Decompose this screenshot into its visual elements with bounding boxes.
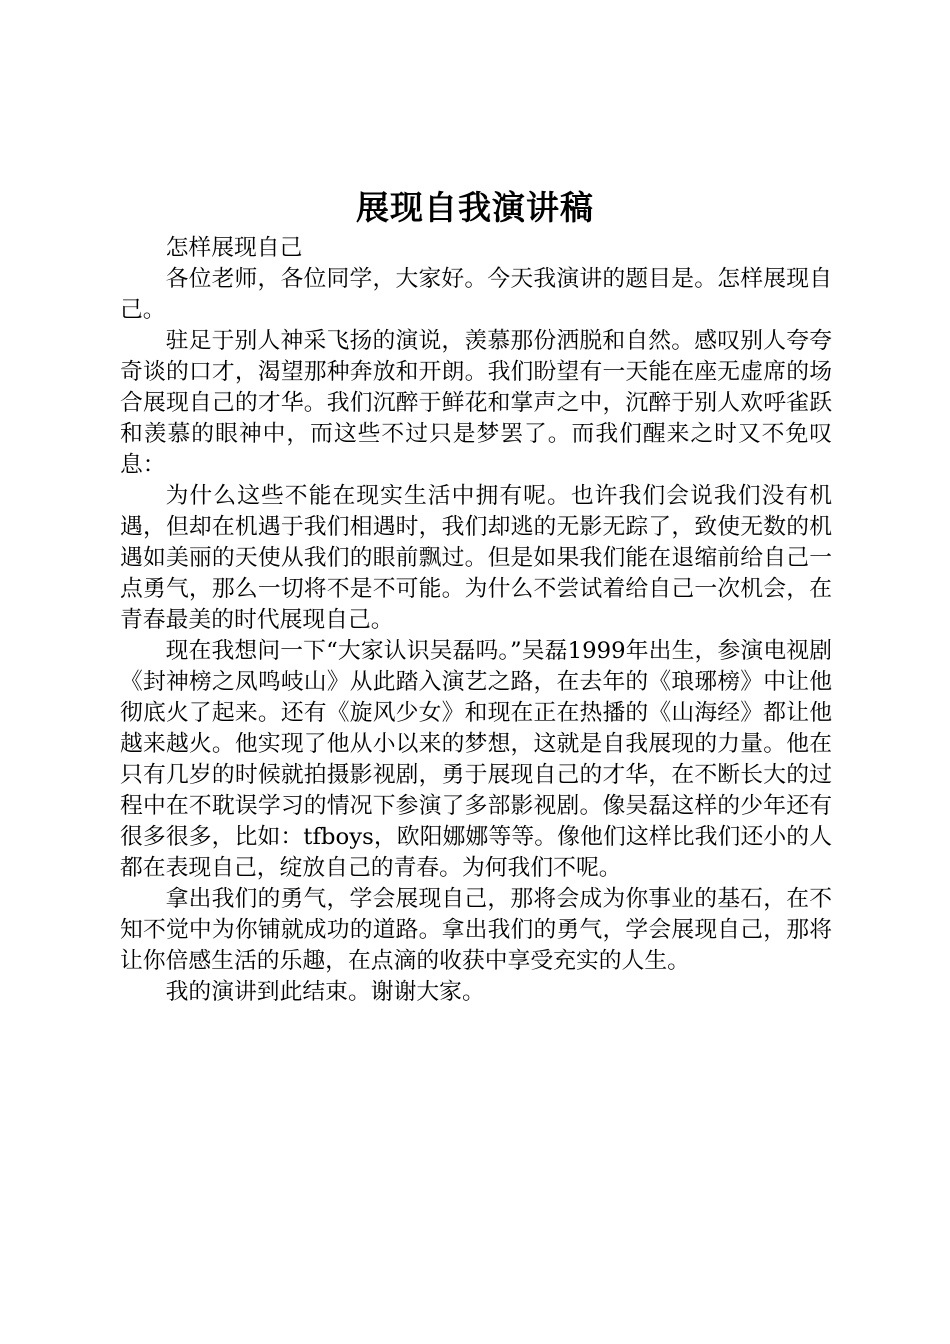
- paragraph: 驻足于别人神采飞扬的演说，羡慕那份洒脱和自然。感叹别人夸夸奇谈的口才，渴望那种奔放和开朗。我们盼望有一天能在座无虚席的场合展现自己的才华。我们沉醉于鲜花和掌声之中，沉醉于别人欢呼雀跃和羡慕的眼神中，而这些不过只是梦罢了。而我们醒来之时又不免叹息：: [120, 328, 832, 478]
- paragraph: 拿出我们的勇气，学会展现自己，那将会成为你事业的基石，在不知不觉中为你铺就成功的道路。拿出我们的勇气，学会展现自己，那将让你倍感生活的乐趣，在点滴的收获中享受充实的人生。: [120, 886, 832, 974]
- paragraph: 现在我想问一下“大家认识吴磊吗。”吴磊1999年出生，参演电视剧《封神榜之凤鸣岐山》从此踏入演艺之路，在去年的《琅琊榜》中让他彻底火了起来。还有《旋风少女》和现在正在热播的《山海经》都让他越来越火。他实现了他从小以来的梦想，这就是自我展现的力量。他在只有几岁的时候就拍摄影视剧，勇于展现自己的才华，在不断长大的过程中在不耽误学习的情况下参演了多部影视剧。像吴磊这样的少年还有很多很多，比如：tfboys，欧阳娜娜等等。像他们这样比我们还小的人都在表现自己，绽放自己的青春。为何我们不呢。: [120, 638, 832, 881]
- document-title: 展现自我演讲稿: [356, 188, 594, 227]
- paragraph: 为什么这些不能在现实生活中拥有呢。也许我们会说我们没有机遇，但却在机遇于我们相遇时，我们却逃的无影无踪了，致使无数的机遇如美丽的天使从我们的眼前飘过。但是如果我们能在退缩前给自己一点勇气，那么一切将不是不可能。为什么不尝试着给自己一次机会，在青春最美的时代展现自己。: [120, 483, 832, 633]
- paragraph-greeting: 各位老师，各位同学，大家好。今天我演讲的题目是。怎样展现自己。: [120, 266, 832, 323]
- paragraph-closing: 我的演讲到此结束。谢谢大家。: [165, 979, 485, 1005]
- paragraph-subtitle: 怎样展现自己: [165, 235, 303, 261]
- document-body: [120, 233, 832, 1008]
